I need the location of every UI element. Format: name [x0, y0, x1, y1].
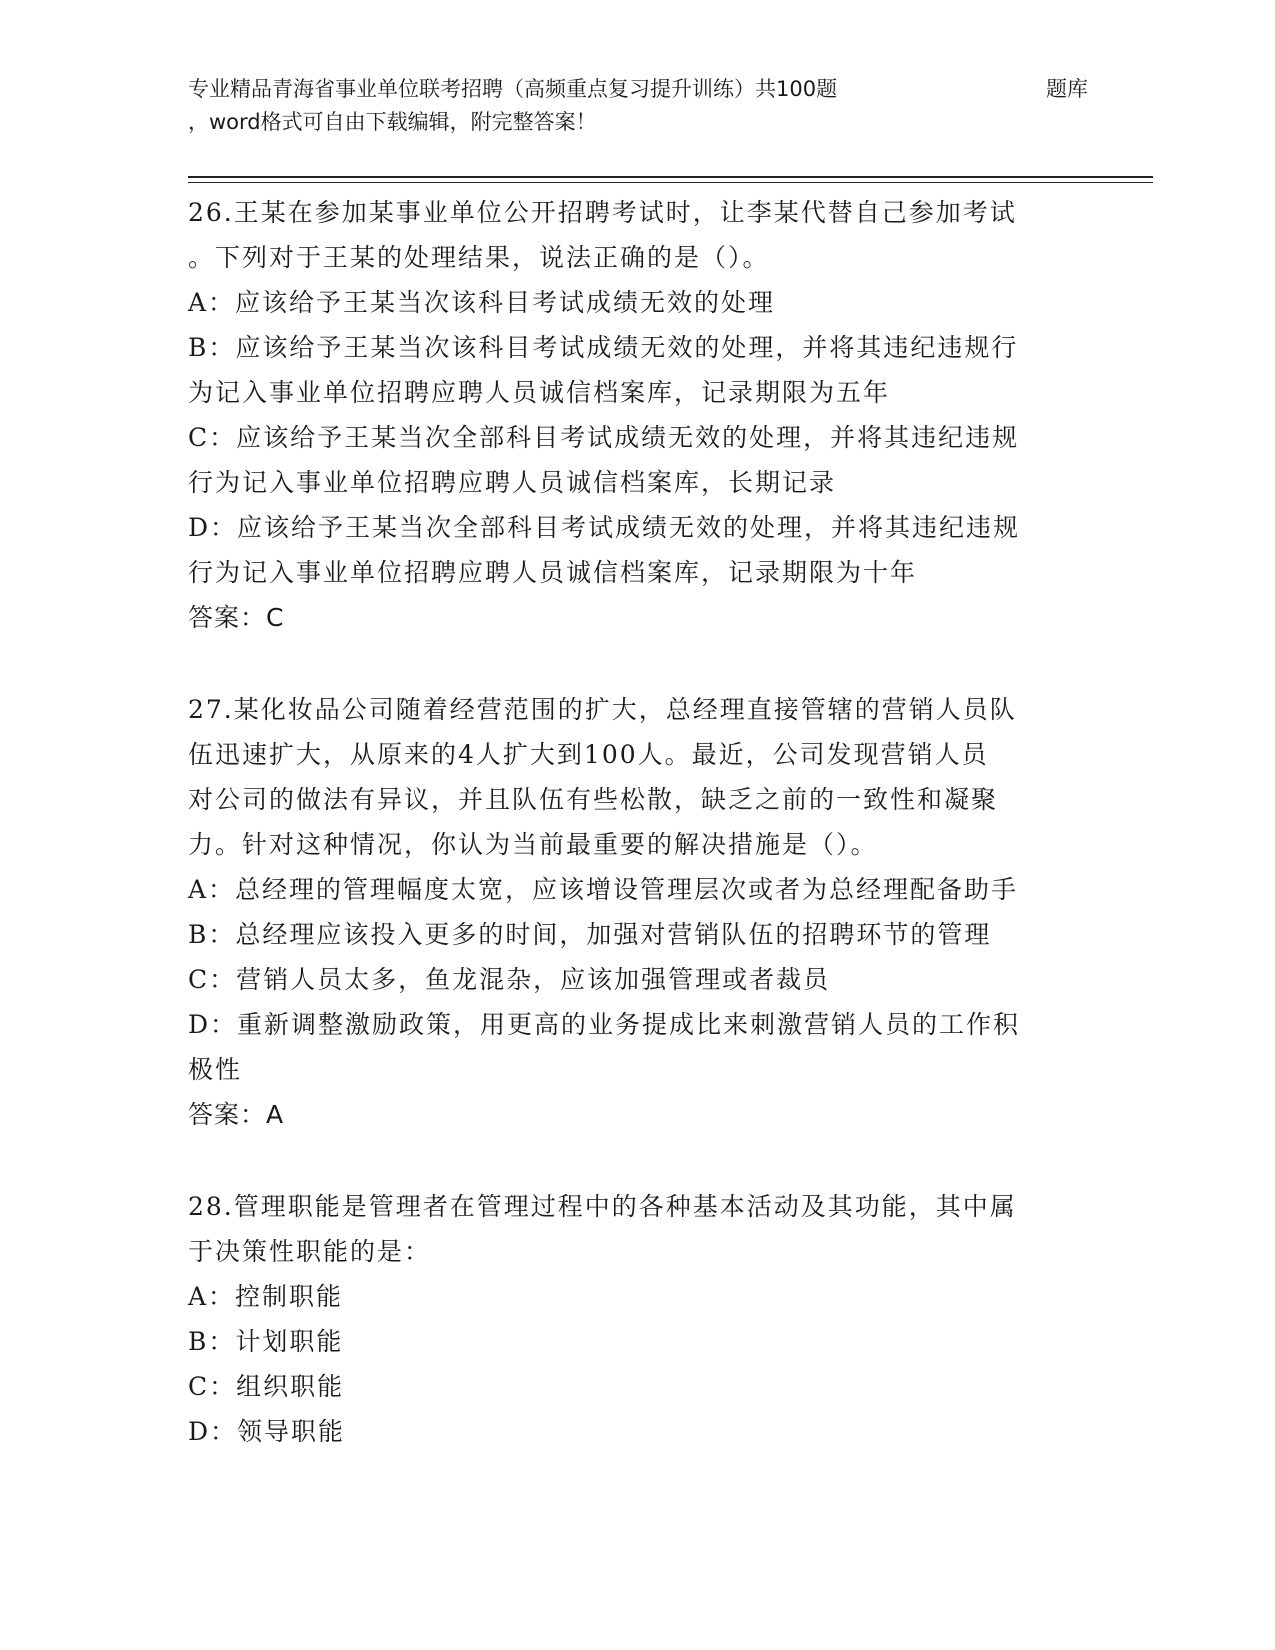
header-title-line2: ，word格式可自由下载编辑，附完整答案！	[188, 110, 597, 134]
option-b: B：计划职能	[188, 1327, 344, 1356]
answer-label: 答案：A	[188, 1100, 285, 1129]
option-d-continued: 行为记入事业单位招聘应聘人员诚信档案库，记录期限为十年	[188, 558, 918, 587]
question-line: 于决策性职能的是：	[188, 1237, 432, 1266]
option-d: D：重新调整激励政策，用更高的业务提成比来刺激营销人员的工作积	[188, 1010, 1021, 1039]
header-divider-thick	[188, 176, 1153, 178]
option-a: A：控制职能	[188, 1282, 344, 1311]
question-26	[188, 190, 1088, 640]
question-list	[188, 190, 1088, 1501]
question-line: 。下列对于王某的处理结果，说法正确的是（）。	[188, 243, 770, 272]
option-c-continued: 行为记入事业单位招聘应聘人员诚信档案库，长期记录	[188, 468, 837, 497]
option-b-continued: 为记入事业单位招聘应聘人员诚信档案库，记录期限为五年	[188, 378, 891, 407]
question-line: 伍迅速扩大，从原来的4人扩大到100人。最近，公司发现营销人员	[188, 740, 989, 769]
option-d: D：领导职能	[188, 1417, 346, 1446]
question-line: 27.某化妆品公司随着经营范围的扩大，总经理直接管辖的营销人员队	[188, 695, 1017, 724]
question-28	[188, 1184, 1088, 1454]
answer-label: 答案：C	[188, 603, 285, 632]
option-c: C：组织职能	[188, 1372, 345, 1401]
option-a: A：应该给予王某当次该科目考试成绩无效的处理	[188, 288, 776, 317]
question-27	[188, 687, 1088, 1137]
question-line: 对公司的做法有异议，并且队伍有些松散，缺乏之前的一致性和凝聚	[188, 785, 999, 814]
option-d-continued: 极性	[188, 1055, 243, 1084]
option-d: D：应该给予王某当次全部科目考试成绩无效的处理，并将其违纪违规	[188, 513, 1021, 542]
question-line: 力。针对这种情况，你认为当前最重要的解决措施是（）。	[188, 830, 878, 859]
page-header	[188, 73, 1108, 143]
option-a: A：总经理的管理幅度太宽，应该增设管理层次或者为总经理配备助手	[188, 875, 1019, 904]
header-divider-thin	[188, 182, 1153, 183]
question-line: 26.王某在参加某事业单位公开招聘考试时，让李某代替自己参加考试	[188, 198, 1017, 227]
option-b: B：总经理应该投入更多的时间，加强对营销队伍的招聘环节的管理	[188, 920, 992, 949]
option-b: B：应该给予王某当次该科目考试成绩无效的处理，并将其违纪违规行	[188, 333, 1019, 362]
option-c: C：营销人员太多，鱼龙混杂，应该加强管理或者裁员	[188, 965, 831, 994]
option-c: C：应该给予王某当次全部科目考试成绩无效的处理，并将其违纪违规	[188, 423, 1020, 452]
header-title-line1: 专业精品青海省事业单位联考招聘（高频重点复习提升训练）共100题	[188, 77, 838, 101]
question-line: 28.管理职能是管理者在管理过程中的各种基本活动及其功能，其中属	[188, 1192, 1017, 1221]
header-right-label: 题库	[1046, 77, 1088, 101]
